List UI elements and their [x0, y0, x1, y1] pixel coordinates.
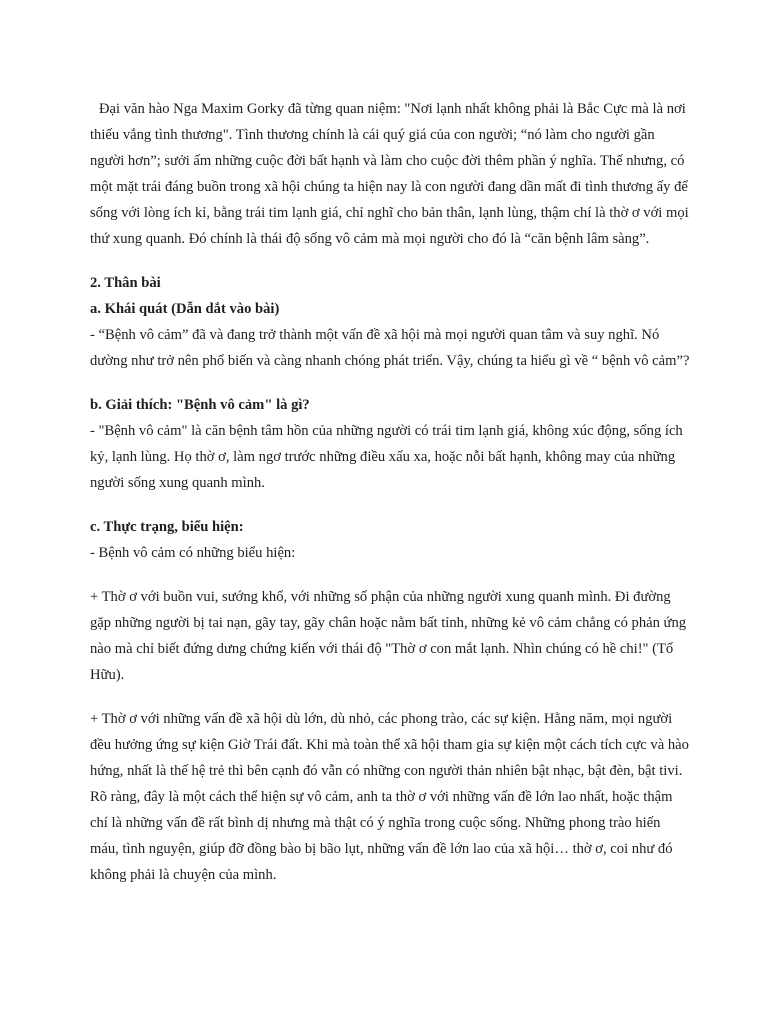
document-body	[90, 96, 690, 906]
subsection-a-paragraph: - “Bệnh vô cảm” đã và đang trở thành một vấn đề xã hội mà mọi người quan tâm và suy nghĩ. Nó dường như trở nên phổ biến và càng nhanh chóng phát triển. Vậy, chúng ta hiểu gì về “ bệnh vô cảm”?	[90, 327, 690, 369]
subsection-b-paragraph: - "Bệnh vô cảm" là căn bệnh tâm hồn của những người có trái tim lạnh giá, không xúc động, sống ích kỷ, lạnh lùng. Họ thờ ơ, làm ngơ trước những điều xấu xa, hoặc nỗi bất hạnh, không may của những người sống xung quanh mình.	[90, 423, 683, 491]
subsection-c-heading: c. Thực trạng, biểu hiện:	[90, 519, 244, 535]
subsection-c-point-1: + Thờ ơ với buồn vui, sướng khổ, với những số phận của những người xung quanh mình. Đi đường gặp những người bị tai nạn, gãy tay, gãy chân hoặc nằm bất tỉnh, những kẻ vô cảm chẳng có phản ứng nào mà chỉ biết đứng dưng chứng kiến với thái độ "Thờ ơ con mắt lạnh. Nhìn chúng có hề chi!" (Tố Hữu).	[90, 589, 687, 683]
section-2-heading: 2. Thân bài	[90, 275, 161, 291]
subsection-b-heading: b. Giải thích: "Bệnh vô cảm" là gì?	[90, 397, 310, 413]
intro-paragraph: Đại văn hào Nga Maxim Gorky đã từng quan niệm: "Nơi lạnh nhất không phải là Bắc Cực mà là nơi thiếu vắng tình thương". Tình thương chính là cái quý giá của con người; “nó làm cho người gần người hơn”; sưởi ấm những cuộc đời bất hạnh và làm cho cuộc đời thêm phần ý nghĩa. Thế nhưng, có một mặt trái đáng buồn trong xã hội chúng ta hiện nay là con người đang dần mất đi tình thương ấy để sống với lòng ích kỉ, bằng trái tim lạnh giá, chỉ nghĩ cho bản thân, lạnh lùng, thậm chí là thờ ơ với mọi thứ xung quanh. Đó chính là thái độ sống vô cảm mà mọi người cho đó là “căn bệnh lâm sàng”.	[90, 101, 689, 247]
subsection-a-heading: a. Khái quát (Dẫn dắt vào bài)	[90, 301, 280, 317]
subsection-c-point-2: + Thờ ơ với những vấn đề xã hội dù lớn, dù nhỏ, các phong trào, các sự kiện. Hằng năm, mọi người đều hưởng ứng sự kiện Giờ Trái đất. Khi mà toàn thể xã hội tham gia sự kiện một cách tích cực và hào hứng, nhất là thế hệ trẻ thì bên cạnh đó vẫn có những con người thản nhiên bật nhạc, bật đèn, bật tivi. Rõ ràng, đây là một cách thể hiện sự vô cảm, anh ta thờ ơ với những vấn đề lớn lao nhất, hoặc thậm chí là những vấn đề rất bình dị nhưng mà thật có ý nghĩa trong cuộc sống. Những phong trào hiến máu, tình nguyện, giúp đỡ đồng bào bị bão lụt, những vấn đề lớn lao của xã hội… thờ ơ, coi như đó không phải là chuyện của mình.	[90, 711, 689, 883]
subsection-c-intro: - Bệnh vô cảm có những biểu hiện:	[90, 545, 296, 561]
